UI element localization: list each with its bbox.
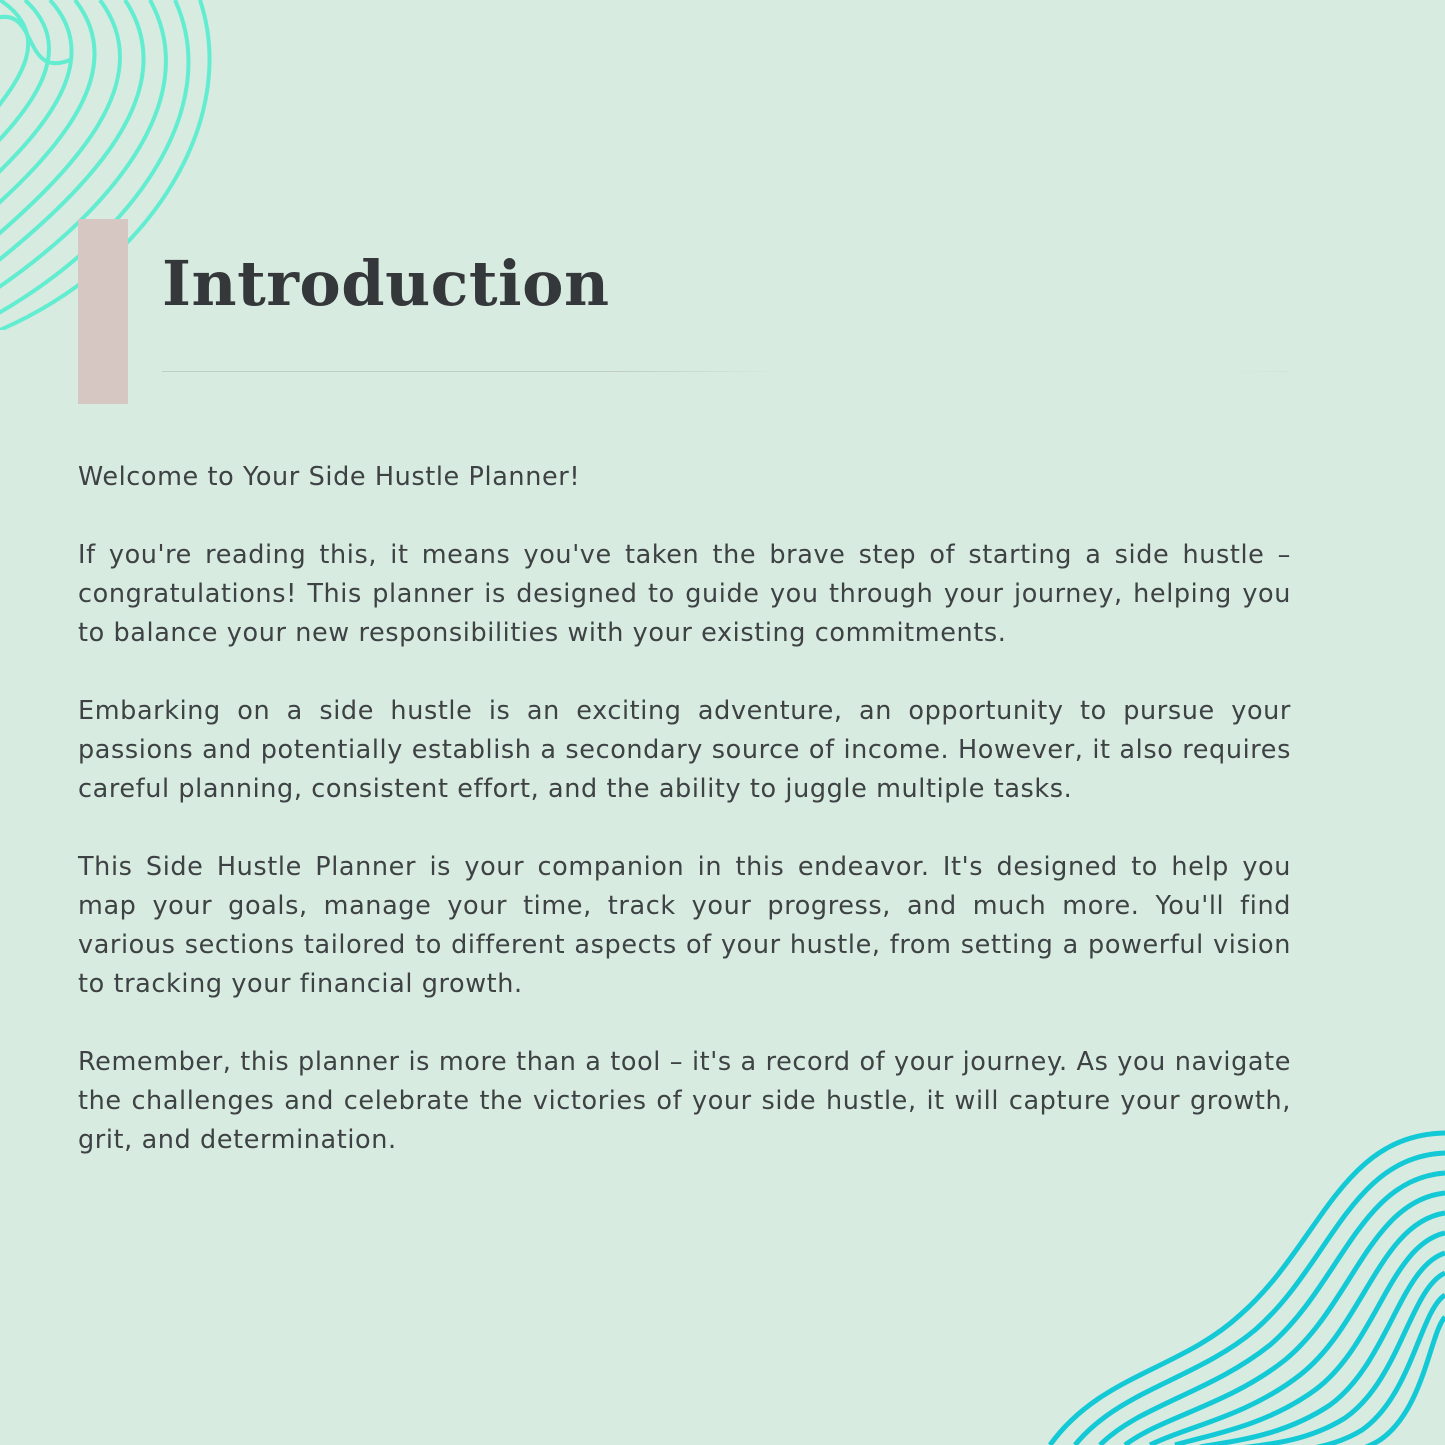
title-accent-bar [78,219,128,404]
title-divider [162,371,1287,372]
paragraph-remember: Remember, this planner is more than a tool – it's a record of your journey. As you navigate the challenges and celebrate the victories of your side hustle, it will capture your growth, grit, and determination. [78,1047,1291,1155]
paragraph-congratulations: If you're reading this, it means you've taken the brave step of starting a side hustle – congratulations! This planner is designed to guide you through your journey, helping you to balance your new responsibilities with your existing commitments. [78,540,1291,648]
paragraph-embarking: Embarking on a side hustle is an exciting adventure, an opportunity to pursue your passions and potentially establish a secondary source of income. However, it also requires careful planning, consistent effort, and the ability to juggle multiple tasks. [78,696,1291,804]
body-text [78,458,1291,1199]
paragraph-welcome: Welcome to Your Side Hustle Planner! [78,462,581,492]
page-title: Introduction [162,247,610,320]
paragraph-companion: This Side Hustle Planner is your companion in this endeavor. It's designed to help you map your goals, manage your time, track your progress, and much more. You'll find various sections tailored to different aspects of your hustle, from setting a powerful vision to tracking your financial growth. [78,852,1291,999]
